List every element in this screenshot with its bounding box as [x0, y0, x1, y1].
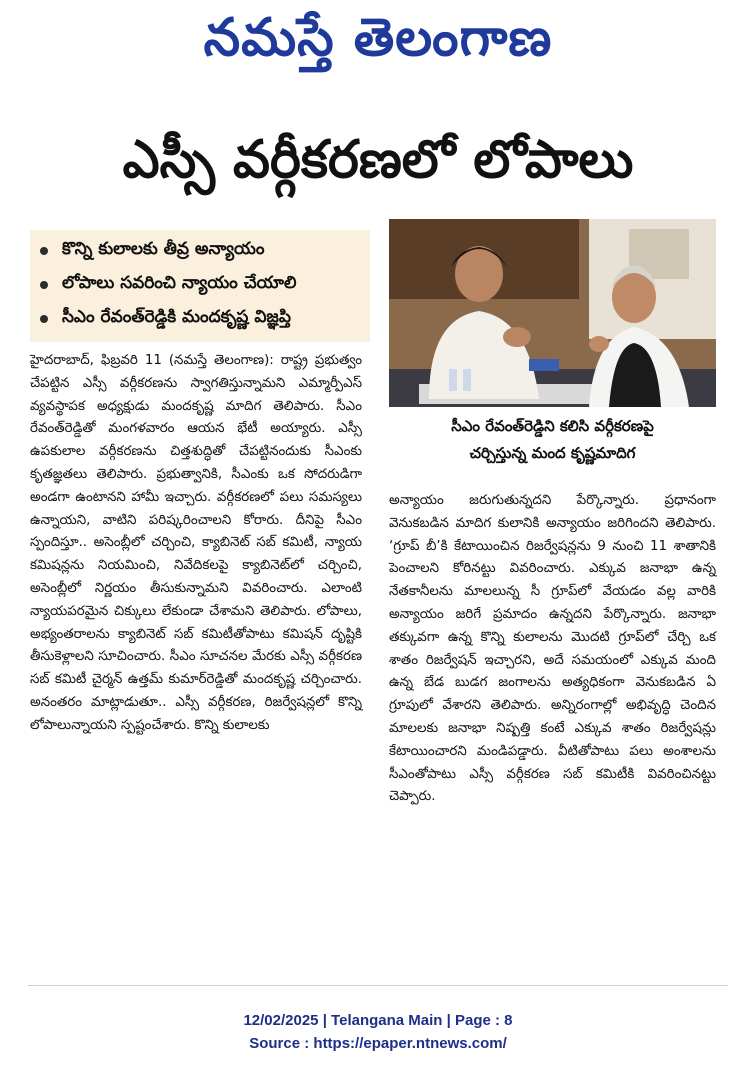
highlight-item — [30, 234, 370, 268]
highlight-item — [30, 268, 370, 302]
bullet-icon — [40, 315, 48, 323]
bullet-icon — [40, 281, 48, 289]
footer-divider — [28, 985, 728, 986]
highlight-text: కొన్ని కులాలకు తీవ్ర అన్యాయం — [62, 239, 265, 259]
photo-caption — [389, 413, 716, 467]
article-text: అన్యాయం జరుగుతున్నదని పేర్కొన్నారు. ప్రధానంగా వెనుకబడిన మాదిగ కులానికి అన్యాయం జరిగిందని తెలిపారు. ‘గ్రూప్ బీ’కి కేటాయించిన రిజర్వేషన్లను 9 నుంచి 11 శాతానికి పెంచాలని కోరినట్టు వివరించారు. ఎక్కువ జనాభా ఉన్న నేతకానీలను మాలలున్న సీ గ్రూప్‌లో వేయడం వల్ల వారికి అన్యాయం జరిగే ప్రమాదం ఉన్నదని పేర్కొన్నారు. జనాభా తక్కువగా ఉన్న కొన్ని కులాలను మొదటి గ్రూప్‌లో చేర్చి ఒక శాతం రిజర్వేషన్ ఇచ్చారని, అదే సమయంలో ఎక్కువ మంది ఉన్న బేడ బుడగ జంగాలను అత్యధికంగా వెనుకబడిన ఏ గ్రూపులో వేశారని తెలిపారు. అన్నిరంగాల్లో అభివృద్ధి చెందిన మాలలకు జనాభా నిష్పత్తి కంటే ఎక్కువ శాతం రిజర్వేషన్లు కేటాయించారని మండిపడ్డారు. వీటితోపాటు పలు అంశాలను సీఎంతోపాటు ఎస్సీ వర్గీకరణ సబ్ కమిటీకి వివరించినట్టు చెప్పారు. — [389, 493, 716, 805]
article-photo — [389, 219, 716, 407]
article-headline: ఎస్సీ వర్గీకరణలో లోపాలు — [122, 130, 634, 190]
footer-edition-info: 12/02/2025 | Telangana Main | Page : 8 — [243, 1012, 513, 1029]
highlight-item — [30, 302, 370, 336]
footer-source: Source : https://epaper.ntnews.com/ — [249, 1035, 507, 1052]
newspaper-masthead — [0, 0, 756, 82]
highlight-text: లోపాలు సవరించి న్యాయం చేయాలి — [62, 273, 297, 293]
bullet-icon — [40, 247, 48, 255]
caption-line: సీఎం రేవంత్‌రెడ్డిని కలిసి వర్గీకరణపై — [451, 417, 654, 435]
caption-line: చర్చిస్తున్న మంద కృష్ణమాదిగ — [469, 444, 636, 462]
article-column-1 — [30, 350, 362, 738]
photo-illustration — [389, 219, 716, 407]
highlight-text: సీఎం రేవంత్‌రెడ్డికి మందకృష్ణ విజ్ఞప్తి — [62, 307, 291, 327]
article-column-2 — [389, 490, 716, 809]
highlights-box — [30, 230, 370, 342]
article-text: హైదరాబాద్, ఫిబ్రవరి 11 (నమస్తే తెలంగాణ): రాష్ట్ర ప్రభుత్వం చేపట్టిన ఎస్సీ వర్గీకరణను స్వాగతిస్తున్నామని ఎమ్మార్పీఎస్ వ్యవస్థాపక అధ్యక్షుడు మందకృష్ణ మాదిగ తెలిపారు. సీఎం రేవంత్‌రెడ్డితో మంగళవారం ఆయన భేటీ అయ్యారు. ఎస్సీ ఉపకులాల వర్గీకరణను చిత్తశుద్ధితో చేపట్టినందుకు సీఎంకు కృతజ్ఞతలు తెలిపారు. ప్రభుత్వానికి, సీఎంకు ఒక సోదరుడిగా అండగా ఉంటానని హామీ ఇచ్చారు. వర్గీకరణలో పలు సమస్యలు ఉన్నాయని, వాటిని పరిష్కరించాలని కోరారు. దీనిపై సీఎం స్పందిస్తూ.. అసెంబ్లీలో చర్చించి, క్యాబినెట్ సబ్ కమిటీ, న్యాయ కమిషన్లను నియమించి, నివేదికలపై క్యాబినెట్‌లో చర్చించి, అసెంబ్లీలో నిర్ణయం తీసుకున్నామని వివరించారు. ఎలాంటి న్యాయపరమైన చిక్కులు లేకుండా చేశామని తెలిపారు. లోపాలు, అభ్యంతరాలను క్యాబినెట్ సబ్ కమిటీతోపాటు కమిషన్ దృష్టికి తీసుకెళ్లాలని సూచించారు. సీఎం సూచనల మేరకు ఎస్సీ వర్గీకరణ సబ్ కమిటీ చైర్మన్ ఉత్తమ్ కుమార్‌రెడ్డితో మందకృష్ణ చర్చించారు. అనంతరం మాట్లాడుతూ.. ఎస్సీ వర్గీకరణ, రిజర్వేషన్లలో కొన్ని లోపాలున్నాయని స్పష్టంచేశారు. కొన్ని కులాలకు — [30, 353, 362, 733]
masthead-title: నమస్తే తెలంగాణ — [203, 8, 553, 68]
